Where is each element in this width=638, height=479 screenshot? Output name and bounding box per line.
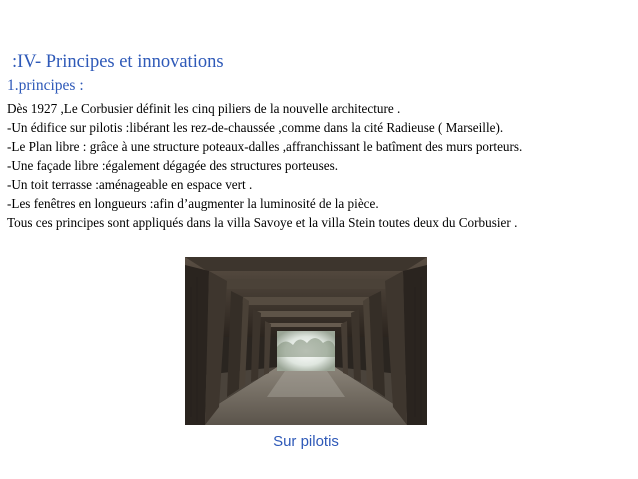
- paragraph-pilotis: -Un édifice sur pilotis :libérant les rez-de-chaussée ,comme dans la cité Radieuse ( Marseille).: [7, 120, 504, 135]
- pilotis-corridor-illustration: [185, 257, 427, 425]
- paragraph-plan-libre: -Le Plan libre : grâce à une structure poteaux-dalles ,affranchissant le batîment des murs porteurs.: [7, 139, 523, 154]
- section-heading: :IV- Principes et innovations: [12, 52, 224, 72]
- paragraph-toit-terrasse: -Un toit terrasse :aménageable en espace vert .: [7, 177, 253, 192]
- subsection-heading: 1.principes :: [7, 77, 84, 94]
- pilotis-photo: [185, 257, 427, 425]
- paragraph-intro: Dès 1927 ,Le Corbusier définit les cinq piliers de la nouvelle architecture .: [7, 101, 401, 116]
- photo-caption: Sur pilotis: [273, 433, 339, 450]
- paragraph-conclusion: Tous ces principes sont appliqués dans la villa Savoye et la villa Stein toutes deux du Corbusier .: [7, 215, 518, 230]
- principles-list: [7, 99, 635, 232]
- paragraph-fenetres: -Les fenêtres en longueurs :afin d’augmenter la luminosité de la pièce.: [7, 196, 379, 211]
- paragraph-facade-libre: -Une façade libre :également dégagée des structures porteuses.: [7, 158, 339, 173]
